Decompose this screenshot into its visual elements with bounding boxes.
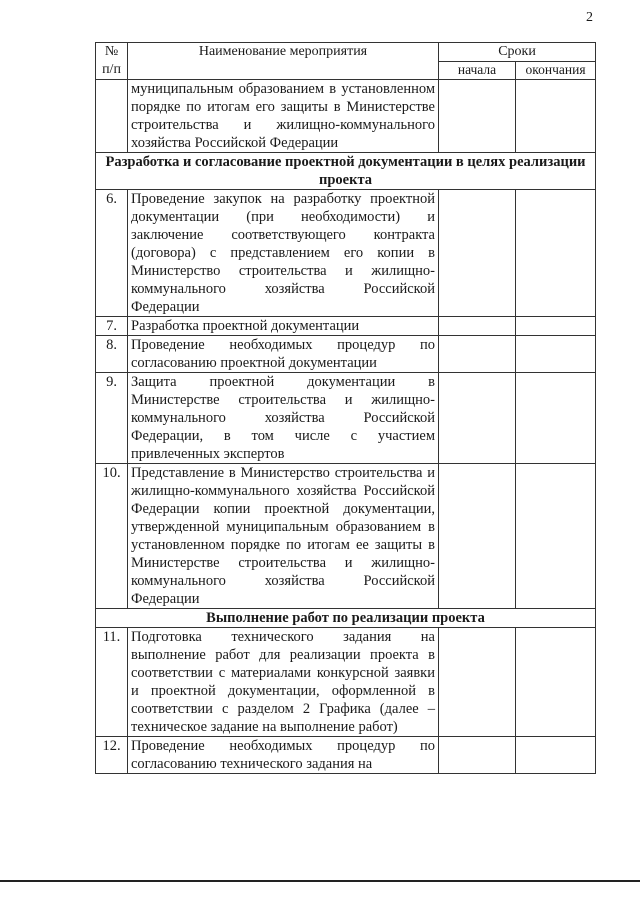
table-row [96,737,596,774]
row-number: 9. [96,373,128,464]
table-row [96,628,596,737]
row-start-date [439,373,516,464]
row-number: 10. [96,464,128,609]
table-row [96,317,596,336]
row-activity-name: Подготовка технического задания на выполнение работ для реализации проекта в соответствии с материалами конкурсной заявки и проектной документации, оформленной в соответствии с разделом 2 Графика (далее – техническое задание на выполнение работ) [128,628,439,737]
row-start-date [439,190,516,317]
row-activity-name: Разработка проектной документации [128,317,439,336]
row-activity-name: Проведение необходимых процедур по согласованию технического задания на [128,737,439,774]
header-terms: Сроки [439,43,596,62]
row-activity-name: Проведение необходимых процедур по согласованию проектной документации [128,336,439,373]
header-num-abbr: п/п [102,62,121,77]
row-end-date [516,80,596,153]
table-row [96,336,596,373]
table-row [96,80,596,153]
row-end-date [516,464,596,609]
row-end-date [516,737,596,774]
row-start-date [439,80,516,153]
row-start-date [439,336,516,373]
row-start-date [439,464,516,609]
row-number: 12. [96,737,128,774]
row-start-date [439,628,516,737]
header-row [96,43,596,62]
row-end-date [516,628,596,737]
header-start: начала [439,62,516,80]
row-end-date [516,336,596,373]
header-num-symbol: № [104,44,119,59]
row-number: 6. [96,190,128,317]
section-row [96,153,596,190]
section-title: Выполнение работ по реализации проекта [96,609,596,628]
row-end-date [516,190,596,317]
header-end: окончания [516,62,596,80]
row-start-date [439,737,516,774]
header-num-cell [96,43,128,80]
row-end-date [516,317,596,336]
page-bottom-border [0,880,640,882]
row-activity-name: Проведение закупок на разработку проектной документации (при необходимости) и заключение соответствующего контракта (договора) с представлением его копии в Министерство строительства и жилищно-коммунального хозяйства Российской Федерации [128,190,439,317]
section-title: Разработка и согласование проектной документации в целях реализации проекта [96,153,596,190]
row-number: 11. [96,628,128,737]
section-row [96,609,596,628]
row-activity-name: Представление в Министерство строительства и жилищно-коммунального хозяйства Российской Федерации копии проектной документации, утвержденной муниципальным образованием в установленном порядке по итогам ее защиты в Министерстве строительства и жилищно-коммунального хозяйства Российской Федерации [128,464,439,609]
schedule-table [95,42,596,774]
table-row [96,190,596,317]
table-row [96,373,596,464]
row-start-date [439,317,516,336]
row-number: 8. [96,336,128,373]
row-activity-name: муниципальным образованием в установленном порядке по итогам его защиты в Министерстве строительства и жилищно-коммунального хозяйства Российской Федерации [128,80,439,153]
row-number [96,80,128,153]
row-end-date [516,373,596,464]
row-number: 7. [96,317,128,336]
page-number: 2 [586,10,593,25]
schedule-table-body [96,43,596,774]
header-name: Наименование мероприятия [128,43,439,80]
row-activity-name: Защита проектной документации в Министерстве строительства и жилищно-коммунального хозяйства Российской Федерации, в том числе с участием привлеченных экспертов [128,373,439,464]
table-row [96,464,596,609]
